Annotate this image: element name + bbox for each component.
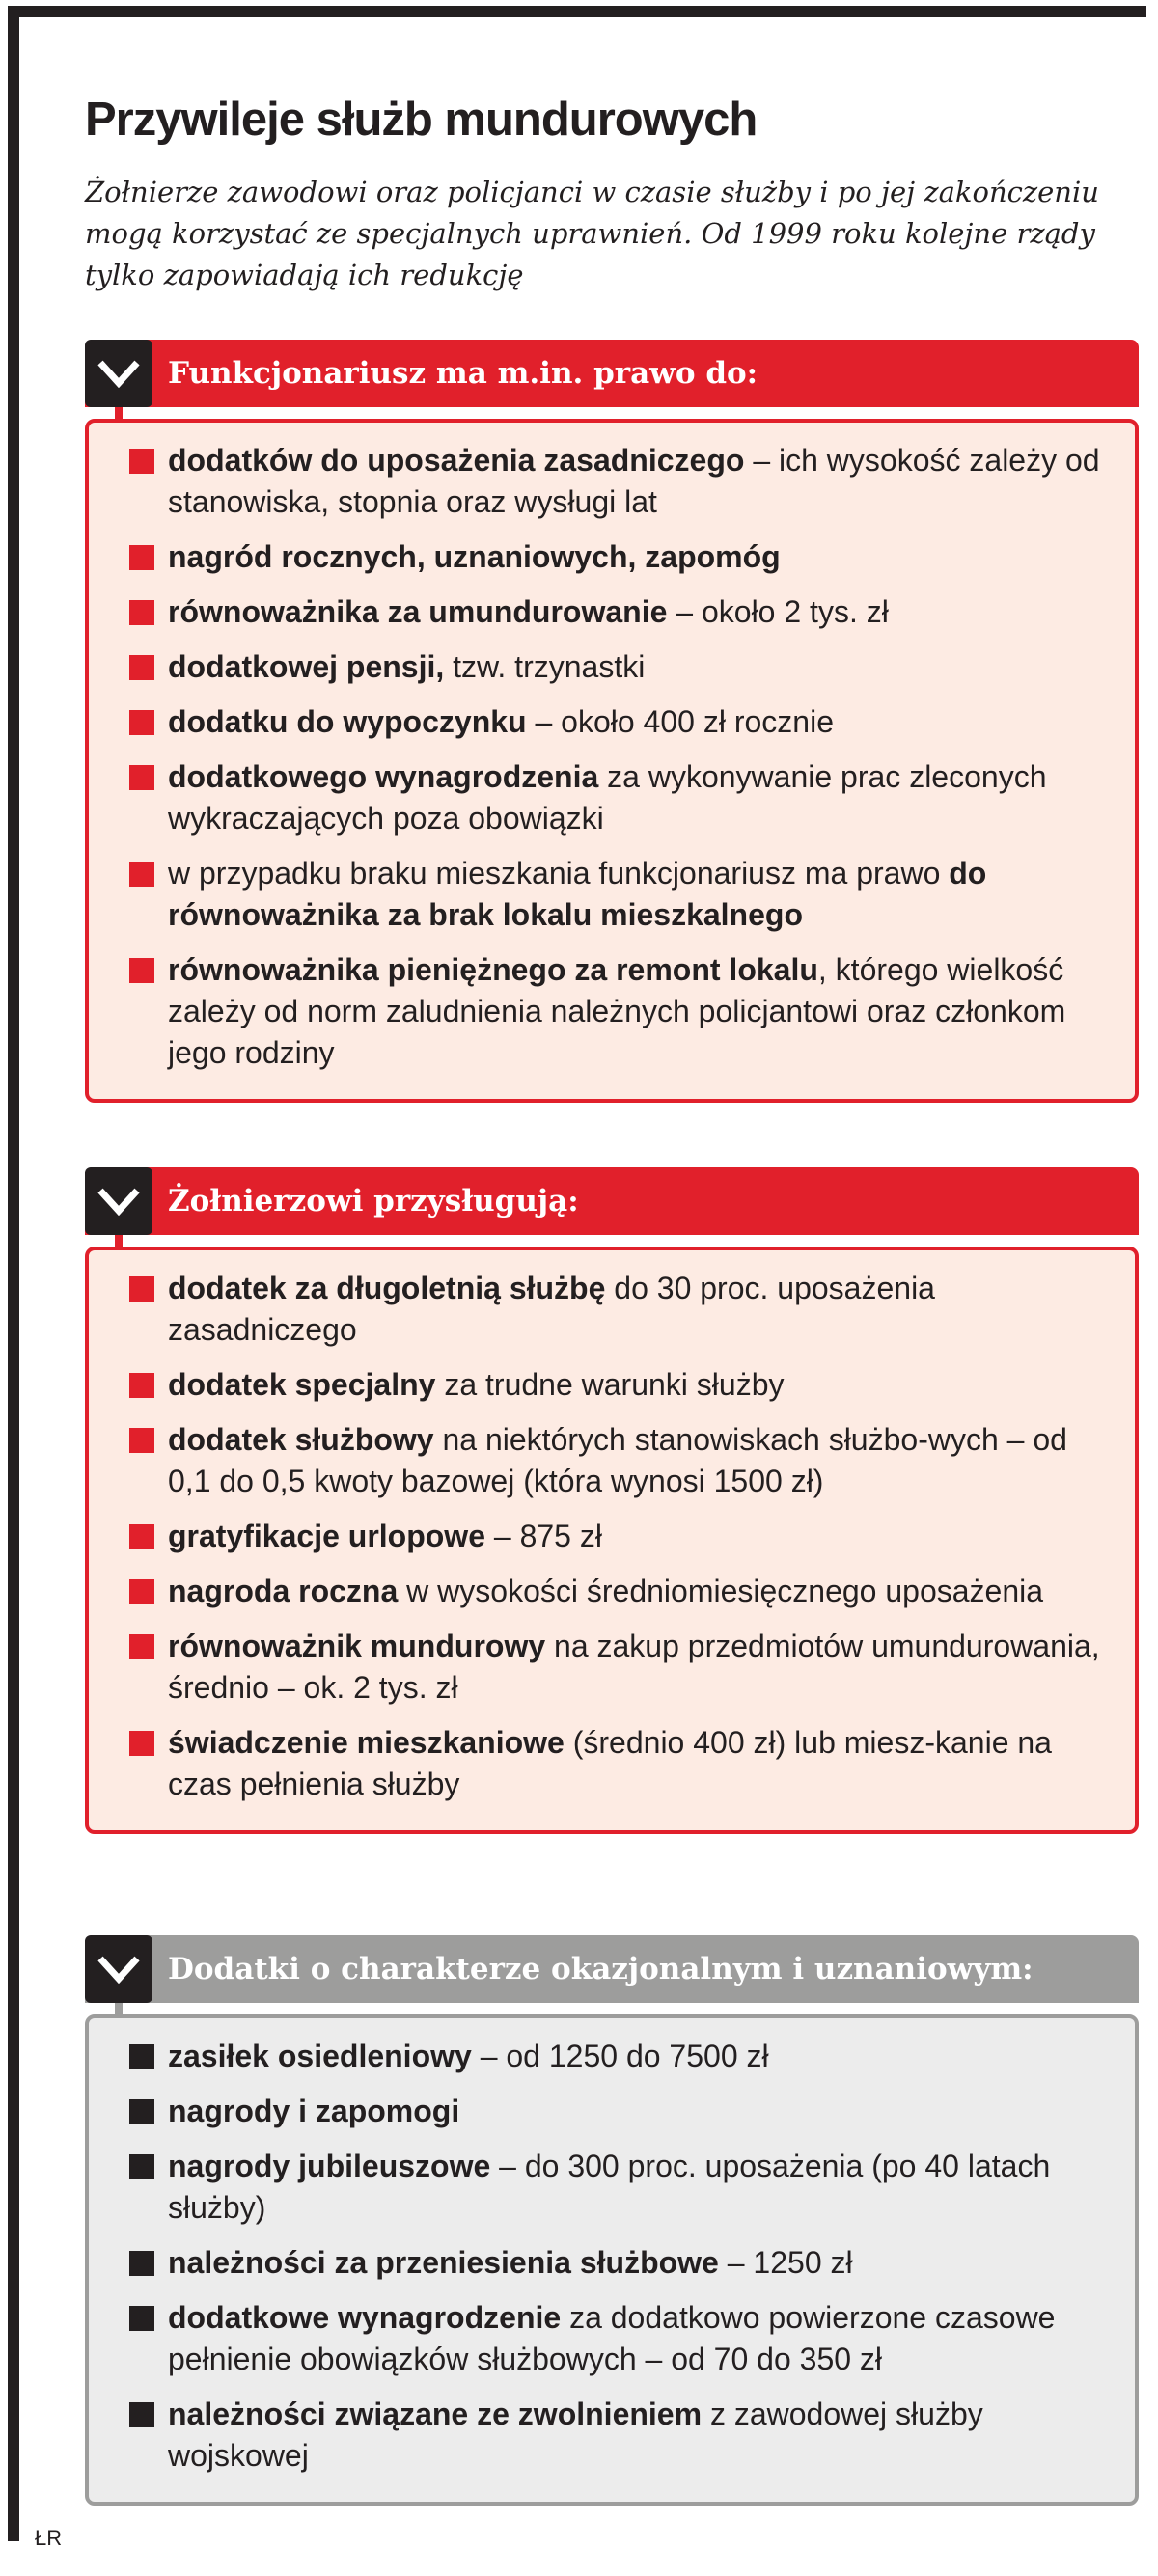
bullet-square-icon [129,1428,154,1453]
section-heading: Żołnierzowi przysługują: [168,1184,579,1219]
bullet-square-icon [129,449,154,474]
section-funkcjonariusz [85,340,1139,1103]
bullet-square-icon [129,862,154,887]
bullet-square-icon [129,1524,154,1549]
list-item: równoważnika za umundurowanie – około 2 tys. zł [168,591,1116,633]
bullet-square-icon [129,545,154,570]
section-zolnierz [85,1167,1139,1834]
list-item: zasiłek osiedleniowy – od 1250 do 7500 zł [168,2036,1116,2077]
section-header [85,1167,1139,1235]
list-item: nagrody i zapomogi [168,2091,1116,2132]
bullet-square-icon [129,2154,154,2179]
bullet-square-icon [129,2306,154,2331]
chevron-down-icon [85,340,152,407]
list-item: dodatkowe wynagrodzenie za dodatkowo powierzone czasowe pełnienie obowiązków służbowych – od 70 do 350 zł [168,2297,1116,2380]
bullet-square-icon [129,1373,154,1398]
connector [115,407,123,419]
frame-top-bar [8,6,1146,17]
list-item: dodatków do uposażenia zasadniczego – ich wysokość zależy od stanowiska, stopnia oraz wysługi lat [168,440,1116,523]
bullet-square-icon [129,1731,154,1756]
list-item: dodatkowego wynagrodzenia za wykonywanie prac zleconych wykraczających poza obowiązki [168,756,1116,839]
list-item: dodatkowej pensji, tzw. trzynastki [168,646,1116,688]
chevron-down-icon [85,1935,152,2003]
list-item: dodatku do wypoczynku – około 400 zł rocznie [168,701,1116,743]
frame-left-bar [8,6,19,2541]
section-heading: Dodatki o charakterze okazjonalnym i uznaniowym: [168,1952,1034,1987]
page-title: Przywileje służb mundurowych [85,94,758,146]
connector [115,1235,123,1247]
bullet-square-icon [129,710,154,735]
list-item: gratyfikacje urlopowe – 875 zł [168,1516,1116,1557]
bullet-square-icon [129,765,154,790]
bullet-square-icon [129,2402,154,2427]
list-item: równoważnika pieniężnego za remont lokalu, którego wielkość zależy od norm zaludnienia należnych policjantowi oraz członkom jego rodziny [168,949,1116,1074]
list-item: dodatek specjalny za trudne warunki służby [168,1364,1116,1406]
list-item: nagrody jubileuszowe – do 300 proc. uposażenia (po 40 latach służby) [168,2146,1116,2229]
list-item: należności związane ze zwolnieniem z zawodowej służby wojskowej [168,2394,1116,2477]
bullet-square-icon [129,655,154,680]
section-dodatki [85,1935,1139,2506]
bullet-square-icon [129,2251,154,2276]
list-item: dodatek służbowy na niektórych stanowiskach służbo-wych – od 0,1 do 0,5 kwoty bazowej (która wynosi 1500 zł) [168,1419,1116,1502]
section-body [85,1247,1139,1834]
list-item: równoważnik mundurowy na zakup przedmiotów umundurowania, średnio – ok. 2 tys. zł [168,1626,1116,1709]
bullet-square-icon [129,1579,154,1604]
section-body [85,419,1139,1103]
bullet-square-icon [129,2044,154,2069]
bullet-square-icon [129,600,154,625]
bullet-square-icon [129,1634,154,1659]
list-item: nagroda roczna w wysokości średniomiesięcznego uposażenia [168,1571,1116,1612]
connector [115,2003,123,2014]
list-item: nagród rocznych, uznaniowych, zapomóg [168,536,1116,578]
list-item: dodatek za długoletnią służbę do 30 proc. uposażenia zasadniczego [168,1268,1116,1351]
lead-paragraph: Żołnierze zawodowi oraz policjanci w czasie służby i po jej zakończeniu mogą korzystać ze specjalnych uprawnień. Od 1999 roku kolejne rządy tylko zapowiadają ich redukcję [85,176,1099,291]
list-item: świadczenie mieszkaniowe (średnio 400 zł) lub miesz-kanie na czas pełnienia służby [168,1722,1116,1805]
section-header [85,1935,1139,2003]
chevron-down-icon [85,1167,152,1235]
bullet-square-icon [129,958,154,983]
list-item: należności za przeniesienia służbowe – 1250 zł [168,2242,1116,2284]
bullet-square-icon [129,1276,154,1302]
list-item: w przypadku braku mieszkania funkcjonariusz ma prawo do równoważnika za brak lokalu mieszkalnego [168,853,1116,936]
section-heading: Funkcjonariusz ma m.in. prawo do: [168,356,758,391]
bullet-square-icon [129,2099,154,2124]
section-header [85,340,1139,407]
section-body [85,2014,1139,2506]
author-credit: ŁR [35,2526,63,2550]
